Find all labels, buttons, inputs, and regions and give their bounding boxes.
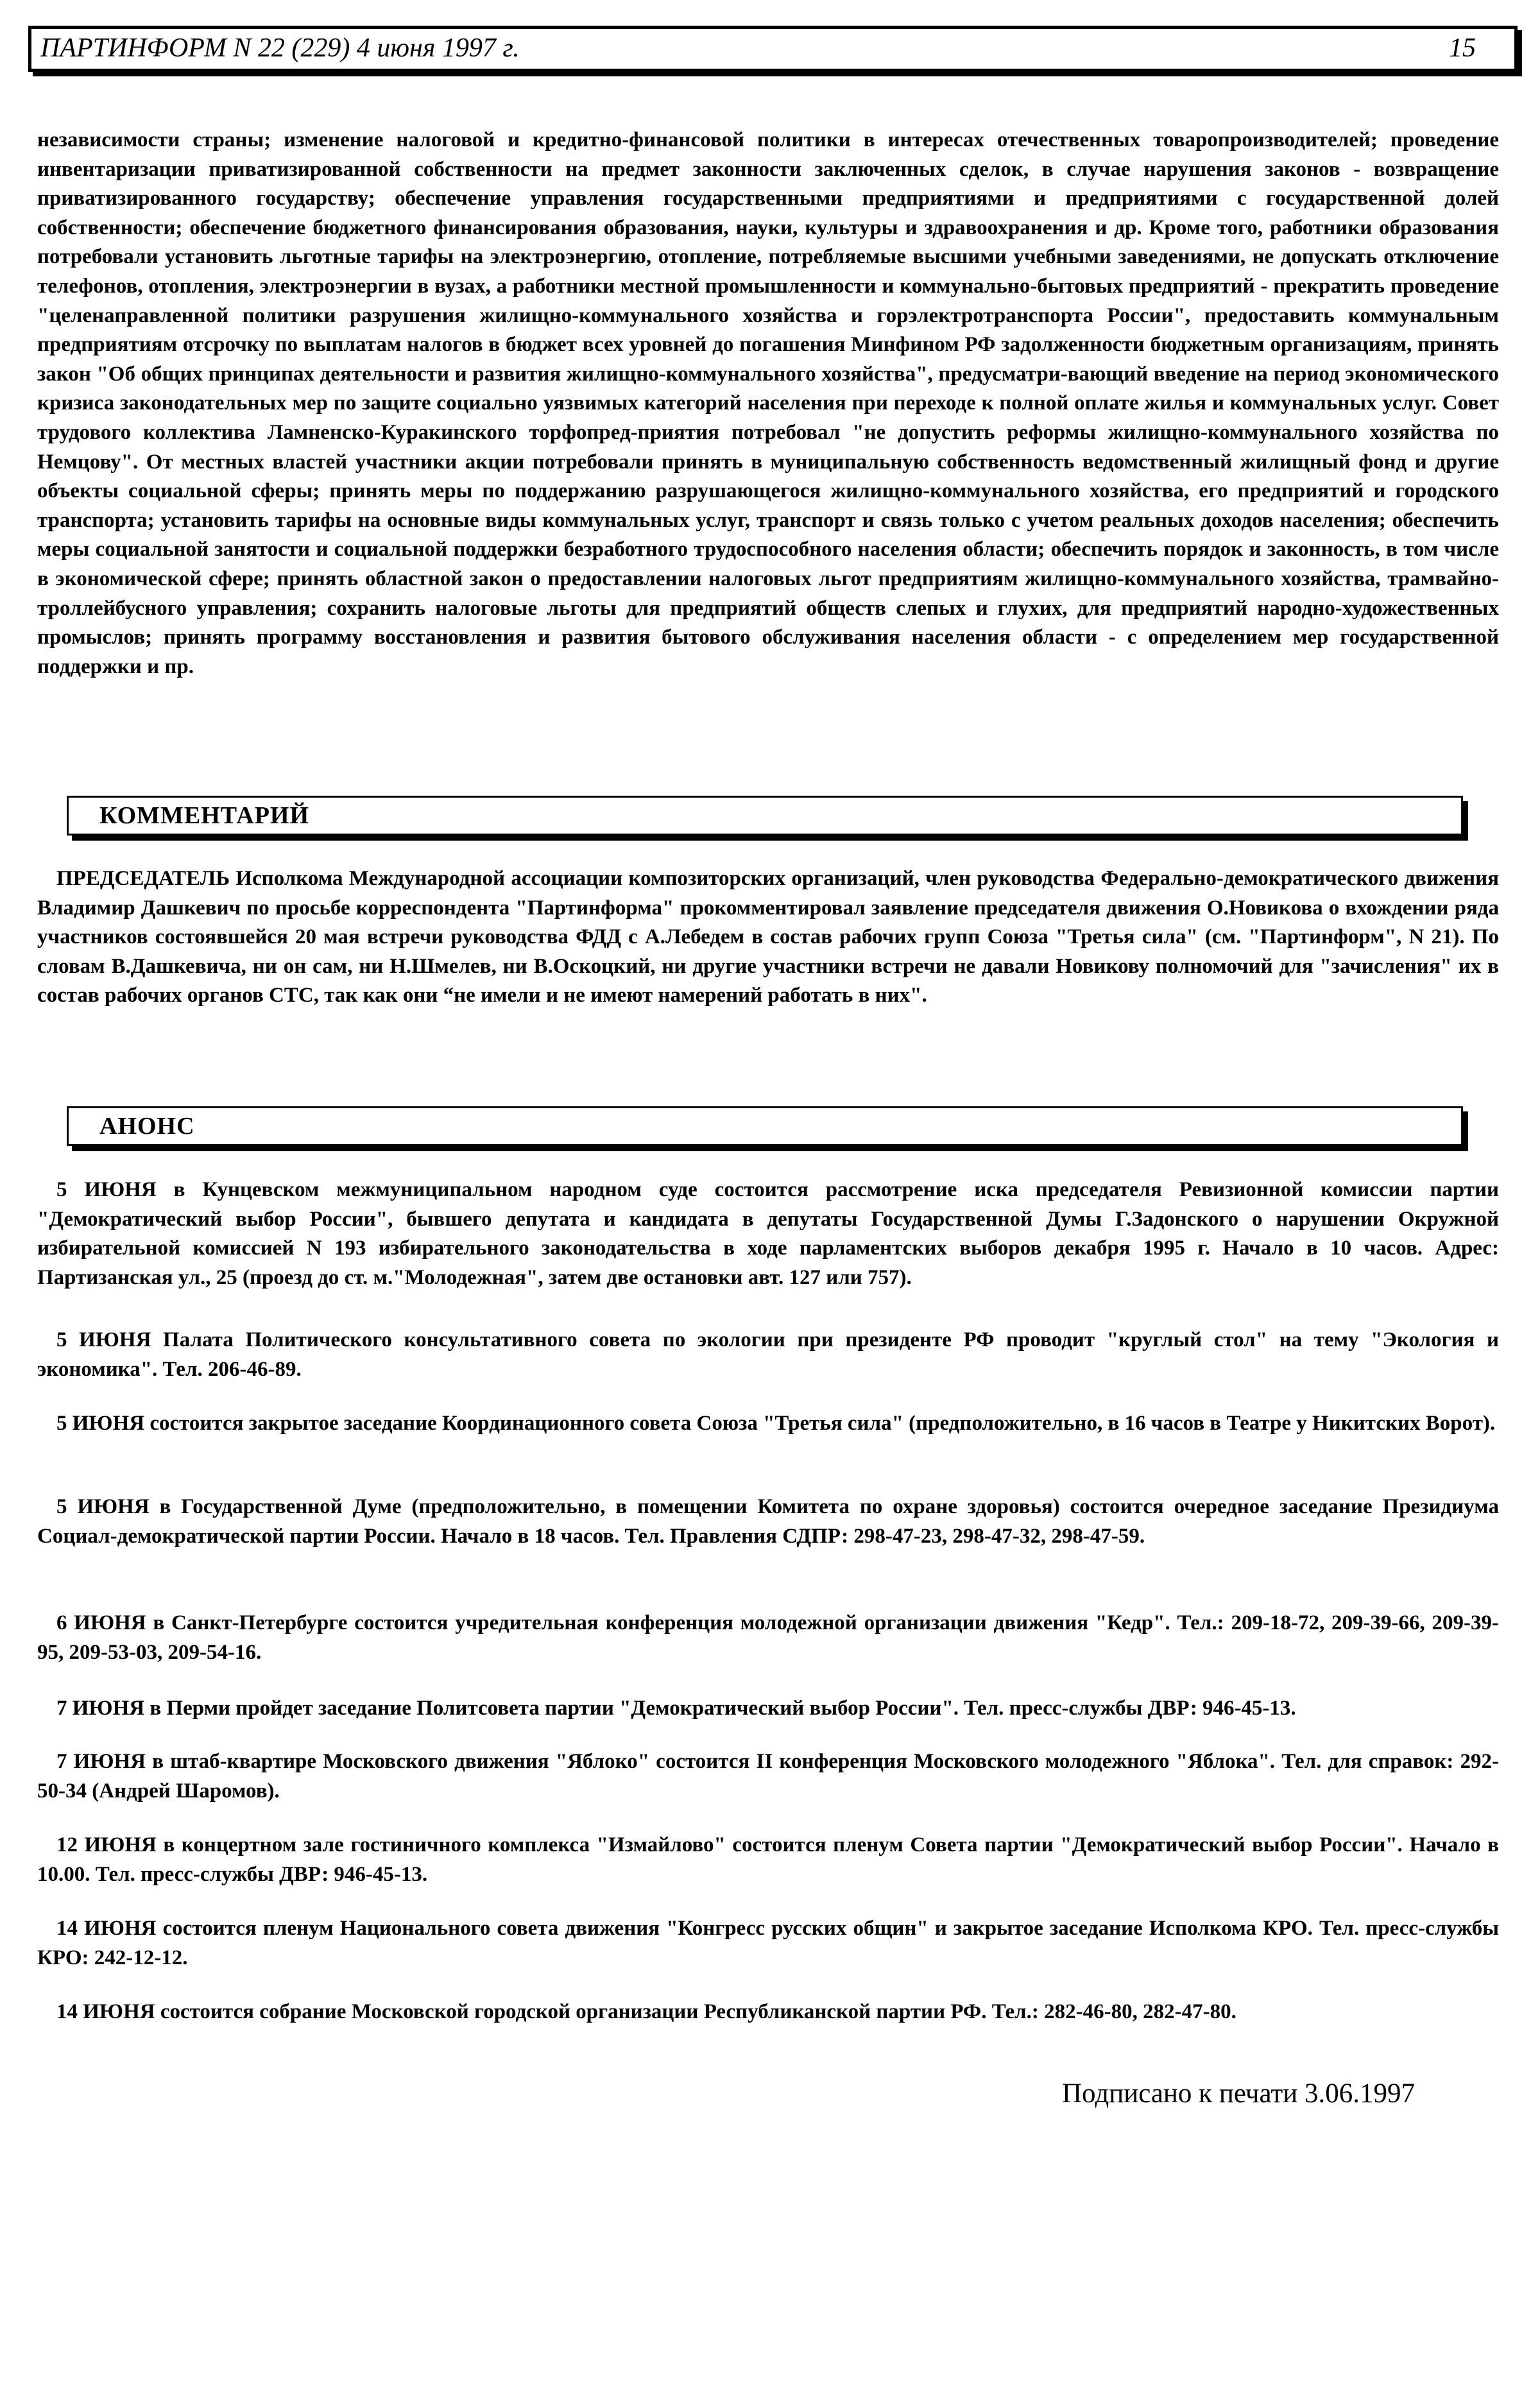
announcement-item: 5 ИЮНЯ в Государственной Думе (предположительно, в помещении Комитета по охране здоровья) состоится очередное заседание Президиума Социал-демократической партии России. Начало в 18 часов. Тел. Правления СДПР: 298-47-23, 298-47-32, 298-47-59. bbox=[37, 1495, 1499, 1548]
announcement-item: 14 ИЮНЯ состоится собрание Московской городской организации Республиканской партии РФ. Тел.: 282-46-80, 282-47-80. bbox=[56, 2000, 1236, 2023]
section-heading-announce bbox=[67, 1106, 1463, 1146]
publication-title: ПАРТИНФОРМ N 22 (229) 4 июня 1997 г. bbox=[40, 33, 520, 63]
announcement-item: 12 ИЮНЯ в концертном зале гостиничного комплекса "Измайлово" состоится пленум Совета партии "Демократический выбор России". Начало в 10.00. Тел. пресс-службы ДВР: 946-45-13. bbox=[37, 1833, 1499, 1886]
intro-paragraph: независимости страны; изменение налоговой и кредитно-финансовой политики в интересах отечественных товаропроизводителей; проведение инвентаризации приватизированной собственности на предмет законности заключенных сделок, в случае нарушения законов - возвращение приватизированного государству; обеспечение управления государственными предприятиями и предприятиями с государственной долей собственности; обеспечение бюджетного финансирования образования, науки, культуры и здравоохранения и др. Кроме того, работники образования потребовали установить льготные тарифы на электроэнергию, отопление, потребляемые высшими учебными заведениями, не допускать отключение телефонов, отопления, электроэнергии в вузах, а работники местной промышленности и коммунально-бытовых предприятий - прекратить проведение "целенаправленной политики разрушения жилищно-коммунального хозяйства и горэлектротранспорта России", предоставить коммунальным предприятиям отсрочку по выплатам налогов в бюджет всех уровней до погашения Минфином РФ задолженности бюджетным организациям, принять закон "Об общих принципах деятельности и развития жилищно-коммунального хозяйства", предусматри-вающий введение на период экономического кризиса законодательных мер по защите социально уязвимых категорий населения при переходе к полной оплате жилья и коммунальных услуг. Совет трудового коллектива Ламненско-Куракинского торфопред-приятия потребовал "не допустить реформы жилищно-коммунального хозяйства по Немцову". От местных властей участники акции потребовали принять в муниципальную собственность ведомственный жилищный фонд и другие объекты социальной сферы; принять меры по поддержанию разрушающегося жилищно-коммунального хозяйства, его предприятий и городского транспорта; установить тарифы на основные виды коммунальных услуг, транспорт и связь только с учетом реальных доходов населения; обеспечить меры социальной занятости и социальной поддержки безработного трудоспособного населения области; обеспечить порядок и законность, в том числе в экономической сфере; принять областной закон о предоставлении налоговых льгот предприятиям жилищно-коммунального хозяйства, трамвайно-троллейбусного управления; сохранить налоговые льготы для предприятий обществ слепых и глухих, для предприятий народно-художественных промыслов; принять программу восстановления и развития бытового обслуживания населения области - с определением мер государственной поддержки и пр. bbox=[37, 128, 1499, 678]
announcement-item: 7 ИЮНЯ в штаб-квартире Московского движения "Яблоко" состоится II конференция Московского молодежного "Яблока". Тел. для справок: 292-50-34 (Андрей Шаромов). bbox=[37, 1750, 1499, 1803]
section-title: АНОНС bbox=[99, 1113, 195, 1140]
page-number: 15 bbox=[1449, 33, 1476, 63]
announcement-item: 5 ИЮНЯ в Кунцевском межмуниципальном народном суде состоится рассмотрение иска председателя Ревизионной комиссии партии "Демократический выбор России", бывшего депутата и кандидата в депутаты Государственной Думы Г.Задонского о нарушении Окружной избирательной комиссией N 193 избирательного законодательства в ходе парламентских выборов декабря 1995 г. Начало в 10 часов. Адрес: Партизанская ул., 25 (проезд до ст. м."Молодежная", затем две остановки авт. 127 или 757). bbox=[37, 1178, 1499, 1289]
announcement-item: 14 ИЮНЯ состоится пленум Национального совета движения "Конгресс русских общин" и закрытое заседание Исполкома КРО. Тел. пресс-службы КРО: 242-12-12. bbox=[37, 1917, 1499, 1969]
announcement-item: 6 ИЮНЯ в Санкт-Петербурге состоится учредительная конференция молодежной организации движения "Кедр". Тел.: 209-18-72, 209-39-66, 209-39-95, 209-53-03, 209-54-16. bbox=[37, 1611, 1499, 1664]
announcement-item: 7 ИЮНЯ в Перми пройдет заседание Политсовета партии "Демократический выбор России". Тел. пресс-службы ДВР: 946-45-13. bbox=[56, 1697, 1296, 1720]
comment-paragraph: ПРЕДСЕДАТЕЛЬ Исполкома Международной ассоциации композиторских организаций, член руководства Федерально-демократического движения Владимир Дашкевич по просьбе корреспондента "Партинформа" прокомментировал заявление председателя движения О.Новикова о вхождении ряда участников состоявшейся 20 мая встречи руководства ФДД с А.Лебедем в состав рабочих групп Союза "Третья сила" (см. "Партинформ", N 21). По словам В.Дашкевича, ни он сам, ни Н.Шмелев, ни В.Оскоцкий, ни другие участники встречи не давали Новикову полномочий для "зачисления" их в состав рабочих органов СТС, так как они “не имели и не имеют намерений работать в них". bbox=[37, 867, 1499, 1007]
section-heading-comment bbox=[67, 796, 1463, 835]
announcement-item: 5 ИЮНЯ Палата Политического консультативного совета по экологии при президенте РФ проводит "круглый стол" на тему "Экология и экономика". Тел. 206-46-89. bbox=[37, 1328, 1499, 1381]
section-title: КОММЕНТАРИЙ bbox=[99, 802, 310, 829]
page-header bbox=[28, 26, 1518, 72]
announcement-item: 5 ИЮНЯ состоится закрытое заседание Координационного совета Союза "Третья сила" (предположительно, в 16 часов в Театре у Никитских Ворот). bbox=[56, 1412, 1496, 1435]
signed-to-print: Подписано к печати 3.06.1997 bbox=[1062, 2078, 1415, 2109]
